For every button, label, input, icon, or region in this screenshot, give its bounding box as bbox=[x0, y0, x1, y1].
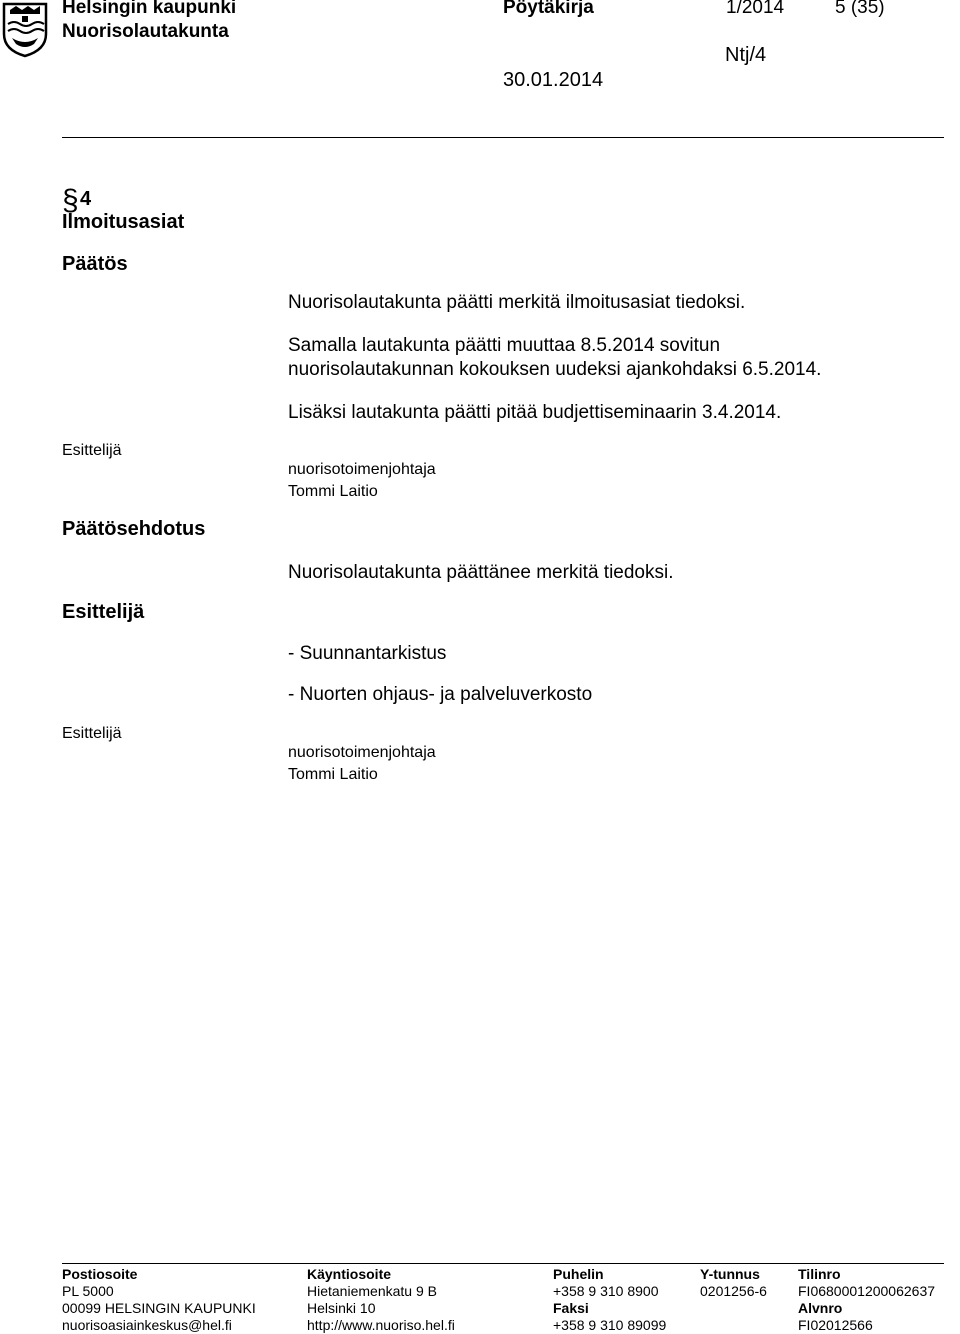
section-number: 4 bbox=[80, 188, 92, 210]
footer-postal-box: PL 5000 bbox=[62, 1283, 114, 1299]
footer-business-id: 0201256-6 bbox=[700, 1283, 767, 1299]
proposal-text: Nuorisolautakunta päättänee merkitä tiedoksi. bbox=[288, 562, 674, 583]
footer-col-postal bbox=[62, 1266, 256, 1334]
proposal-item-1: - Suunnantarkistus bbox=[288, 643, 447, 664]
presenter-label: Esittelijä bbox=[62, 442, 122, 459]
footer-fax-heading: Faksi bbox=[553, 1300, 589, 1316]
footer-divider bbox=[62, 1263, 944, 1264]
proposal-presenter-name: Tommi Laitio bbox=[288, 766, 378, 783]
decision-line-2: Samalla lautakunta päätti muuttaa 8.5.2014 sovitun bbox=[288, 335, 721, 356]
presenter-title: nuorisotoimenjohtaja bbox=[288, 461, 436, 478]
footer-postal-city: 00099 HELSINGIN KAUPUNKI bbox=[62, 1300, 256, 1316]
org-name: Helsingin kaupunki bbox=[62, 0, 237, 18]
footer-phone: +358 9 310 8900 bbox=[553, 1283, 659, 1299]
footer-col-account bbox=[798, 1266, 935, 1334]
footer-col-visit bbox=[307, 1266, 455, 1334]
footer-col-business-id bbox=[700, 1266, 767, 1300]
footer-vat-heading: Alvnro bbox=[798, 1300, 843, 1316]
proposal-presenter-title: nuorisotoimenjohtaja bbox=[288, 744, 436, 761]
section-title: Ilmoitusasiat bbox=[62, 211, 185, 233]
decision-line-4: Lisäksi lautakunta päätti pitää budjettiseminaarin 3.4.2014. bbox=[288, 402, 782, 423]
proposal-presenter-label: Esittelijä bbox=[62, 601, 145, 623]
footer-email: nuorisoasiainkeskus@hel.fi bbox=[62, 1317, 232, 1333]
footer-visit-city: Helsinki 10 bbox=[307, 1300, 376, 1316]
reference: Ntj/4 bbox=[725, 44, 767, 66]
proposal-label: Päätösehdotus bbox=[62, 518, 206, 540]
footer-website: http://www.nuoriso.hel.fi bbox=[307, 1317, 455, 1333]
footer-vat: FI02012566 bbox=[798, 1317, 873, 1333]
decision-line-1: Nuorisolautakunta päätti merkitä ilmoitusasiat tiedoksi. bbox=[288, 292, 746, 313]
helsinki-crest-icon bbox=[0, 0, 50, 58]
footer-account-heading: Tilinro bbox=[798, 1266, 841, 1282]
proposal-presenter-label-small: Esittelijä bbox=[62, 725, 122, 742]
footer-business-id-heading: Y-tunnus bbox=[700, 1266, 760, 1282]
doc-type: Pöytäkirja bbox=[503, 0, 594, 18]
proposal-item-2: - Nuorten ohjaus- ja palveluverkosto bbox=[288, 684, 593, 705]
decision-line-3: nuorisolautakunnan kokouksen uudeksi ajankohdaksi 6.5.2014. bbox=[288, 359, 822, 380]
footer-account: FI0680001200062637 bbox=[798, 1283, 936, 1299]
dept-name: Nuorisolautakunta bbox=[62, 21, 229, 42]
decision-label: Päätös bbox=[62, 253, 128, 275]
footer-visit-heading: Käyntiosoite bbox=[307, 1266, 392, 1282]
footer-postal-heading: Postiosoite bbox=[62, 1266, 138, 1282]
header-divider bbox=[62, 137, 944, 138]
page-number: 5 (35) bbox=[835, 0, 885, 18]
footer-phone-heading: Puhelin bbox=[553, 1266, 604, 1282]
footer-fax: +358 9 310 89099 bbox=[553, 1317, 667, 1333]
section-mark: § bbox=[62, 184, 79, 217]
presenter-name: Tommi Laitio bbox=[288, 483, 378, 500]
meeting-date: 30.01.2014 bbox=[503, 69, 604, 91]
doc-number: 1/2014 bbox=[726, 0, 785, 18]
footer-col-phone bbox=[553, 1266, 666, 1334]
footer-visit-street: Hietaniemenkatu 9 B bbox=[307, 1283, 437, 1299]
